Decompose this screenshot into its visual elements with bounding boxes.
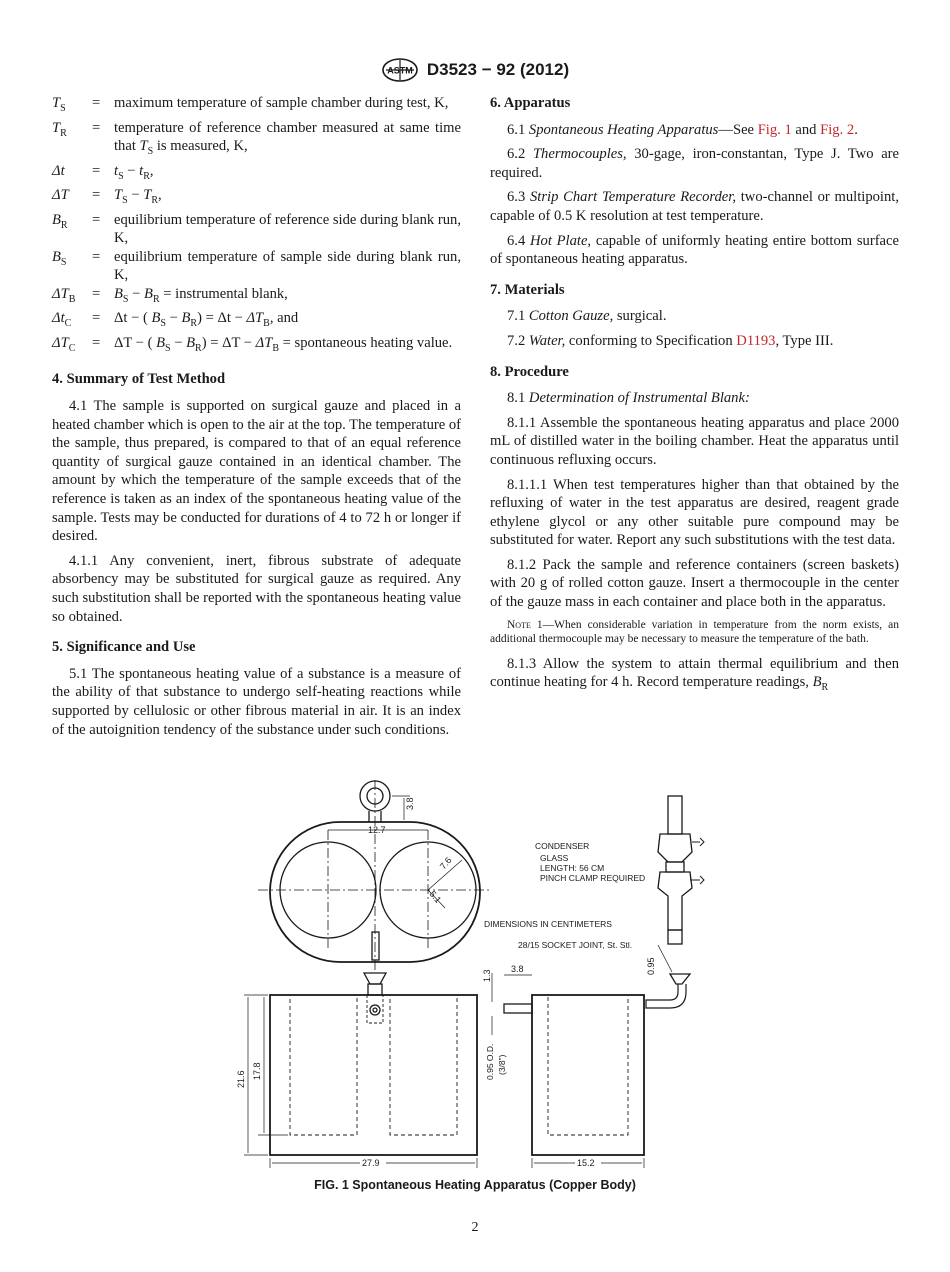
definition-equals: = [92, 285, 101, 302]
section-4-1-1: 4.1.1 Any convenient, inert, fibrous substrate of adequate absorbency may be substituted for surgical gauze as required. Any such substitution shall be reported with the spontaneous heating value so obtained. [52, 552, 461, 625]
section-8-1-2: 8.1.2 Pack the sample and reference containers (screen baskets) with 20 g of rolled cotton gauze. Insert a thermocouple in the center of the gauze mass in each container and place both in the apparatus. [490, 556, 899, 611]
svg-text:0.95: 0.95 [646, 957, 656, 975]
svg-text:0.95 O.D.: 0.95 O.D. [485, 1043, 495, 1080]
svg-text:LENGTH: 56 CM: LENGTH: 56 CM [540, 863, 605, 873]
side-view-right-body [532, 995, 644, 1155]
definition-symbol: ΔT [52, 187, 69, 204]
section-5-1: 5.1 The spontaneous heating value of a substance is a measure of the ability of that substance to undergo self-heating reactions while supported by cellulosic or other fibrous material in air. It is an index of the autoignition tendency of the substance under such conditions. [52, 665, 461, 738]
definition-text: $T_S - T_R$, [114, 187, 162, 206]
definition-row [52, 186, 461, 211]
definition-text: equilibrium temperature of sample side during blank run, K, [114, 248, 461, 284]
definition-symbol: $T_S$ [52, 95, 66, 114]
svg-text:(3/8"): (3/8") [497, 1054, 507, 1075]
definition-row [52, 248, 461, 285]
definition-row [52, 309, 461, 334]
definition-equals: = [92, 95, 101, 111]
section-6-title: 6. Apparatus [490, 95, 571, 111]
svg-text:27.9: 27.9 [362, 1158, 380, 1168]
definition-equals: = [92, 162, 101, 179]
definition-equals: = [92, 119, 101, 136]
svg-text:5.1: 5.1 [427, 888, 444, 905]
svg-text:3.8: 3.8 [405, 797, 415, 810]
section-8-1-3: 8.1.3 Allow the system to attain thermal equilibrium and then continue heating for 4 h. Record temperature readings, $B_R$ [490, 655, 899, 694]
note-1: Note 1—When considerable variation in temperature from the norm exists, an additional thermocouple may be necessary to measure the temperature of the bath. [490, 618, 899, 646]
definition-equals: = [92, 248, 101, 265]
definition-symbol: $B_R$ [52, 211, 68, 231]
designation: D3523 − 92 (2012) [426, 60, 570, 79]
section-8-title: 8. Procedure [490, 363, 569, 380]
definition-symbol: $B_S$ [52, 248, 67, 268]
definition-row [52, 162, 461, 187]
definition-row [52, 119, 461, 162]
definition-row [52, 94, 461, 119]
section-6-4: 6.4 Hot Plate, capable of uniformly heating entire bottom surface of spontaneous heating apparatus. [490, 232, 899, 268]
section-7-1: 7.1 Cotton Gauze, surgical. [507, 308, 667, 325]
astm-logo-icon [381, 58, 419, 82]
definition-row [52, 334, 461, 359]
definition-text: $t_S - t_R$, [114, 162, 154, 182]
definition-symbol: $\Delta t_C$ [52, 310, 72, 330]
definition-text: equilibrium temperature of reference side during blank run, K, [114, 211, 461, 247]
fig-1-link[interactable]: Fig. 1 [757, 121, 792, 138]
svg-text:DIMENSIONS IN CENTIMETERS: DIMENSIONS IN CENTIMETERS [484, 919, 612, 929]
svg-text:15.2: 15.2 [577, 1158, 595, 1168]
definition-equals: = [92, 310, 101, 327]
page-number: 2 [471, 1220, 479, 1235]
definition-equals: = [92, 334, 101, 351]
svg-text:PINCH CLAMP REQUIRED: PINCH CLAMP REQUIRED [540, 873, 646, 883]
section-4-1: 4.1 The sample is supported on surgical gauze and placed in a heated chamber which is open to the air at the top. The temperature of the sample, thus prepared, is compared to that of an equal reference quantity of surgical gauze contained in an identical chamber. The amount by which the temperature of the sample exceeds that of the reference is taken as an index of the spontaneous heating value of the sample. Tests may be conducted for durations of 4 to 72 h or longer if desired. [52, 398, 462, 545]
definition-equals: = [92, 211, 101, 228]
right-column [490, 94, 899, 704]
svg-text:21.6: 21.6 [236, 1070, 246, 1088]
svg-text:GLASS: GLASS [540, 853, 569, 863]
definition-text: temperature of reference chamber measured at same time that $T_S$ is measured, K, [114, 119, 461, 157]
definition-row [52, 211, 461, 248]
section-8-1-1: 8.1.1 Assemble the spontaneous heating apparatus and place 2000 mL of distilled water in the boiling chamber. Heat the apparatus until continuous refluxing occurs. [490, 414, 899, 468]
svg-text:CONDENSER: CONDENSER [535, 841, 590, 851]
d1193-link[interactable]: D1193 [736, 332, 776, 349]
svg-text:28/15 SOCKET JOINT, St. Stl.: 28/15 SOCKET JOINT, St. Stl. [518, 940, 633, 950]
fig-2-link[interactable]: Fig. 2 [820, 121, 855, 138]
section-5-title: 5. Significance and Use [52, 639, 196, 656]
definitions-table [52, 94, 461, 358]
svg-text:17.8: 17.8 [252, 1062, 262, 1080]
section-6-2: 6.2 Thermocouples, 30-gage, iron-constantan, Type J. Two are required. [490, 146, 900, 181]
apparatus-figure [230, 770, 730, 1180]
definition-symbol: $\Delta T_C$ [52, 334, 76, 354]
definition-symbol: Δt [52, 162, 65, 179]
svg-text:12.7: 12.7 [368, 825, 386, 835]
svg-text:1.3: 1.3 [482, 969, 492, 982]
definition-text: maximum temperature of sample chamber during test, K, [114, 95, 449, 111]
condenser-drawing [646, 796, 704, 1008]
svg-text:3.8: 3.8 [511, 964, 524, 974]
section-6-1: 6.1 Spontaneous Heating Apparatus—See Fig. 1 and Fig. 2. [507, 121, 858, 138]
definition-equals: = [92, 187, 101, 204]
figure-caption: FIG. 1 Spontaneous Heating Apparatus (Copper Body) [314, 1178, 636, 1192]
side-view-body [270, 995, 477, 1155]
left-column [52, 94, 461, 745]
svg-text:ASTM: ASTM [387, 65, 413, 76]
section-7-title: 7. Materials [490, 281, 565, 298]
section-8-1: 8.1 Determination of Instrumental Blank: [507, 390, 750, 407]
definition-symbol: $T_R$ [52, 119, 67, 139]
definition-text: Δt − ( $B_S - B_R) = \Delta t - \Delta T_B$, and [114, 310, 299, 330]
definition-row [52, 285, 461, 310]
section-4-title: 4. Summary of Test Method [52, 371, 226, 388]
section-7-2: 7.2 Water, conforming to Specification D1193, Type III. [507, 332, 834, 349]
definition-symbol: $\Delta T_B$ [52, 285, 76, 305]
svg-text:7.6: 7.6 [437, 855, 454, 872]
page-header [0, 58, 950, 82]
definition-text: ΔT − ( $B_S - B_R) = \Delta T - \Delta T_B$ = spontaneous heating value. [114, 334, 453, 354]
section-6-3: 6.3 Strip Chart Temperature Recorder, two-channel or multipoint, capable of 0.5 K resolution at test temperature. [490, 189, 899, 224]
definition-text: $B_S - B_R$ = instrumental blank, [114, 285, 288, 305]
section-8-1-1-1: 8.1.1.1 When test temperatures higher than that obtained by the refluxing of water in the test apparatus are desired, reagent grade ethylene glycol or any other suitable pure compound may be substituted for water. Report any such substitutions with the test data. [490, 476, 899, 549]
